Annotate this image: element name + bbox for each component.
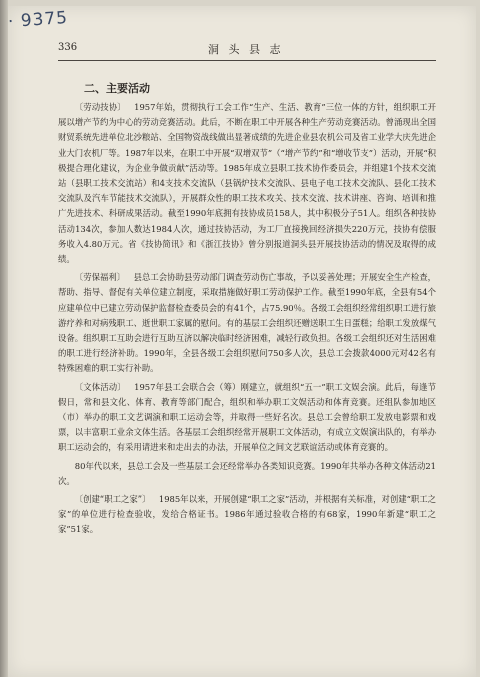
paragraph-text: 县总工会协助县劳动部门调查劳动伤亡事故，予以妥善处理；开展安全生产检查，帮助、指导、督促有关单位建立制度，采取措施做好职工劳动保护工作。截至1990年底，全县有54个应建单位中已建立劳动保护监督检查委员会的有41个，占75.90％。各级工会组织经常组织职工进行旅游疗养和对病残职工、逝世职工家属的慰问。有的基层工会组织还赠送职工生日蛋糕；给职工发放煤气设备。组织职工互助会进行互助互济以解决临时经济困难，减轻行政负担。各级工会组织还对生活困难的职工进行经济补助。1990年，全县各级工会组织慰问750多人次，县总工会拨款4000元对42名有特殊困难的职工实行补助。 <box>58 272 437 374</box>
book-gutter-shadow <box>0 0 8 677</box>
paragraph-tag: 〔创建“职工之家”〕 <box>74 494 151 505</box>
handwritten-page-stamp: · 9375 <box>7 7 69 33</box>
paragraph-labor-tech <box>58 100 436 267</box>
paragraph-knowledge-contests <box>58 459 436 489</box>
paragraph-welfare <box>58 270 436 376</box>
section-title: 二、主要活动 <box>84 82 150 95</box>
running-header <box>58 40 428 60</box>
page-number: 336 <box>58 42 78 53</box>
paragraph-text: 80年代以来，县总工会及一些基层工会还经常举办各类知识竞赛。1990年共举办各种文体活动21次。 <box>58 460 436 486</box>
paragraph-text: 1957年县工会联合会（筹）刚建立，就组织“五一”职工文娱会演。此后，每逢节假日，常和县文化、体育、教育等部门配合，组织和举办职工文娱活动和体育竞赛。还组队参加地区（市）举办的职工文艺调演和职工运动会等，并取得一些好名次。县总工会曾给职工发放电影票和戏票，以丰富职工业余文体生活。各基层工会组织经常开展职工文体活动，有成立文娱演出队的，有举办职工运动会的，有采用请进来和走出去的办法，开展单位之间文艺联谊活动或体育竞赛的。 <box>58 381 437 453</box>
paragraph-text: 1985年以来，开展创建“职工之家”活动，并根据有关标准，对创建“职工之家”的单位进行检查验收，发给合格证书。1986年通过验收合格的有68家，1990年新建“职工之家”51家。 <box>58 494 436 535</box>
paragraph-culture-sports <box>58 380 436 456</box>
running-title: 洞 头 县 志 <box>208 43 284 56</box>
paragraph-tag: 〔劳动技协〕 <box>74 102 126 112</box>
paragraph-workers-home <box>58 492 436 538</box>
header-rule <box>58 60 436 61</box>
paragraph-tag: 〔劳保福利〕 <box>74 272 126 283</box>
body-text <box>58 100 436 541</box>
paragraph-text: 1957年始，贯彻执行工会工作“生产、生活、教育”三位一体的方针，组织职工开展以增产节约为中心的劳动竞赛活动。此后，不断在职工中开展各种生产劳动竞赛活动。曾涌现出全国财贸系统先进单位北沙粮站、全国物资战线做出显著成绩的先进企业县农机公司及省工业学大庆先进企业大门农机厂等。1987年以来，在职工中开展“双增双节”（“增产节约”和“增收节支”）活动，开展“积极提合理化建议，为企业争做贡献”活动等。1985年成立县职工技术协作委员会，并组建1个技术交流站（县职工技术交流站）和4支技术交流队（县锅炉技术交流队、县电子电工技术交流队、县化工技术交流队及汽车节能技术交流队），开展群众性的职工技术攻关、技术交流、技术讲座、咨询、培训和推广先进技术、科研成果活动。截至1990年底拥有技协成员158人，其中积极分子51人。组织各种技协活动134次，参加人数达1984人次，通过技协活动，为工厂直接挽回经济损失220万元，技协有偿服务收入4.80万元。省《技协简讯》和《浙江技协》曾分别报道洞头县开展技协活动的情况及取得的成绩。 <box>58 102 437 265</box>
paragraph-tag: 〔文体活动〕 <box>74 381 126 392</box>
